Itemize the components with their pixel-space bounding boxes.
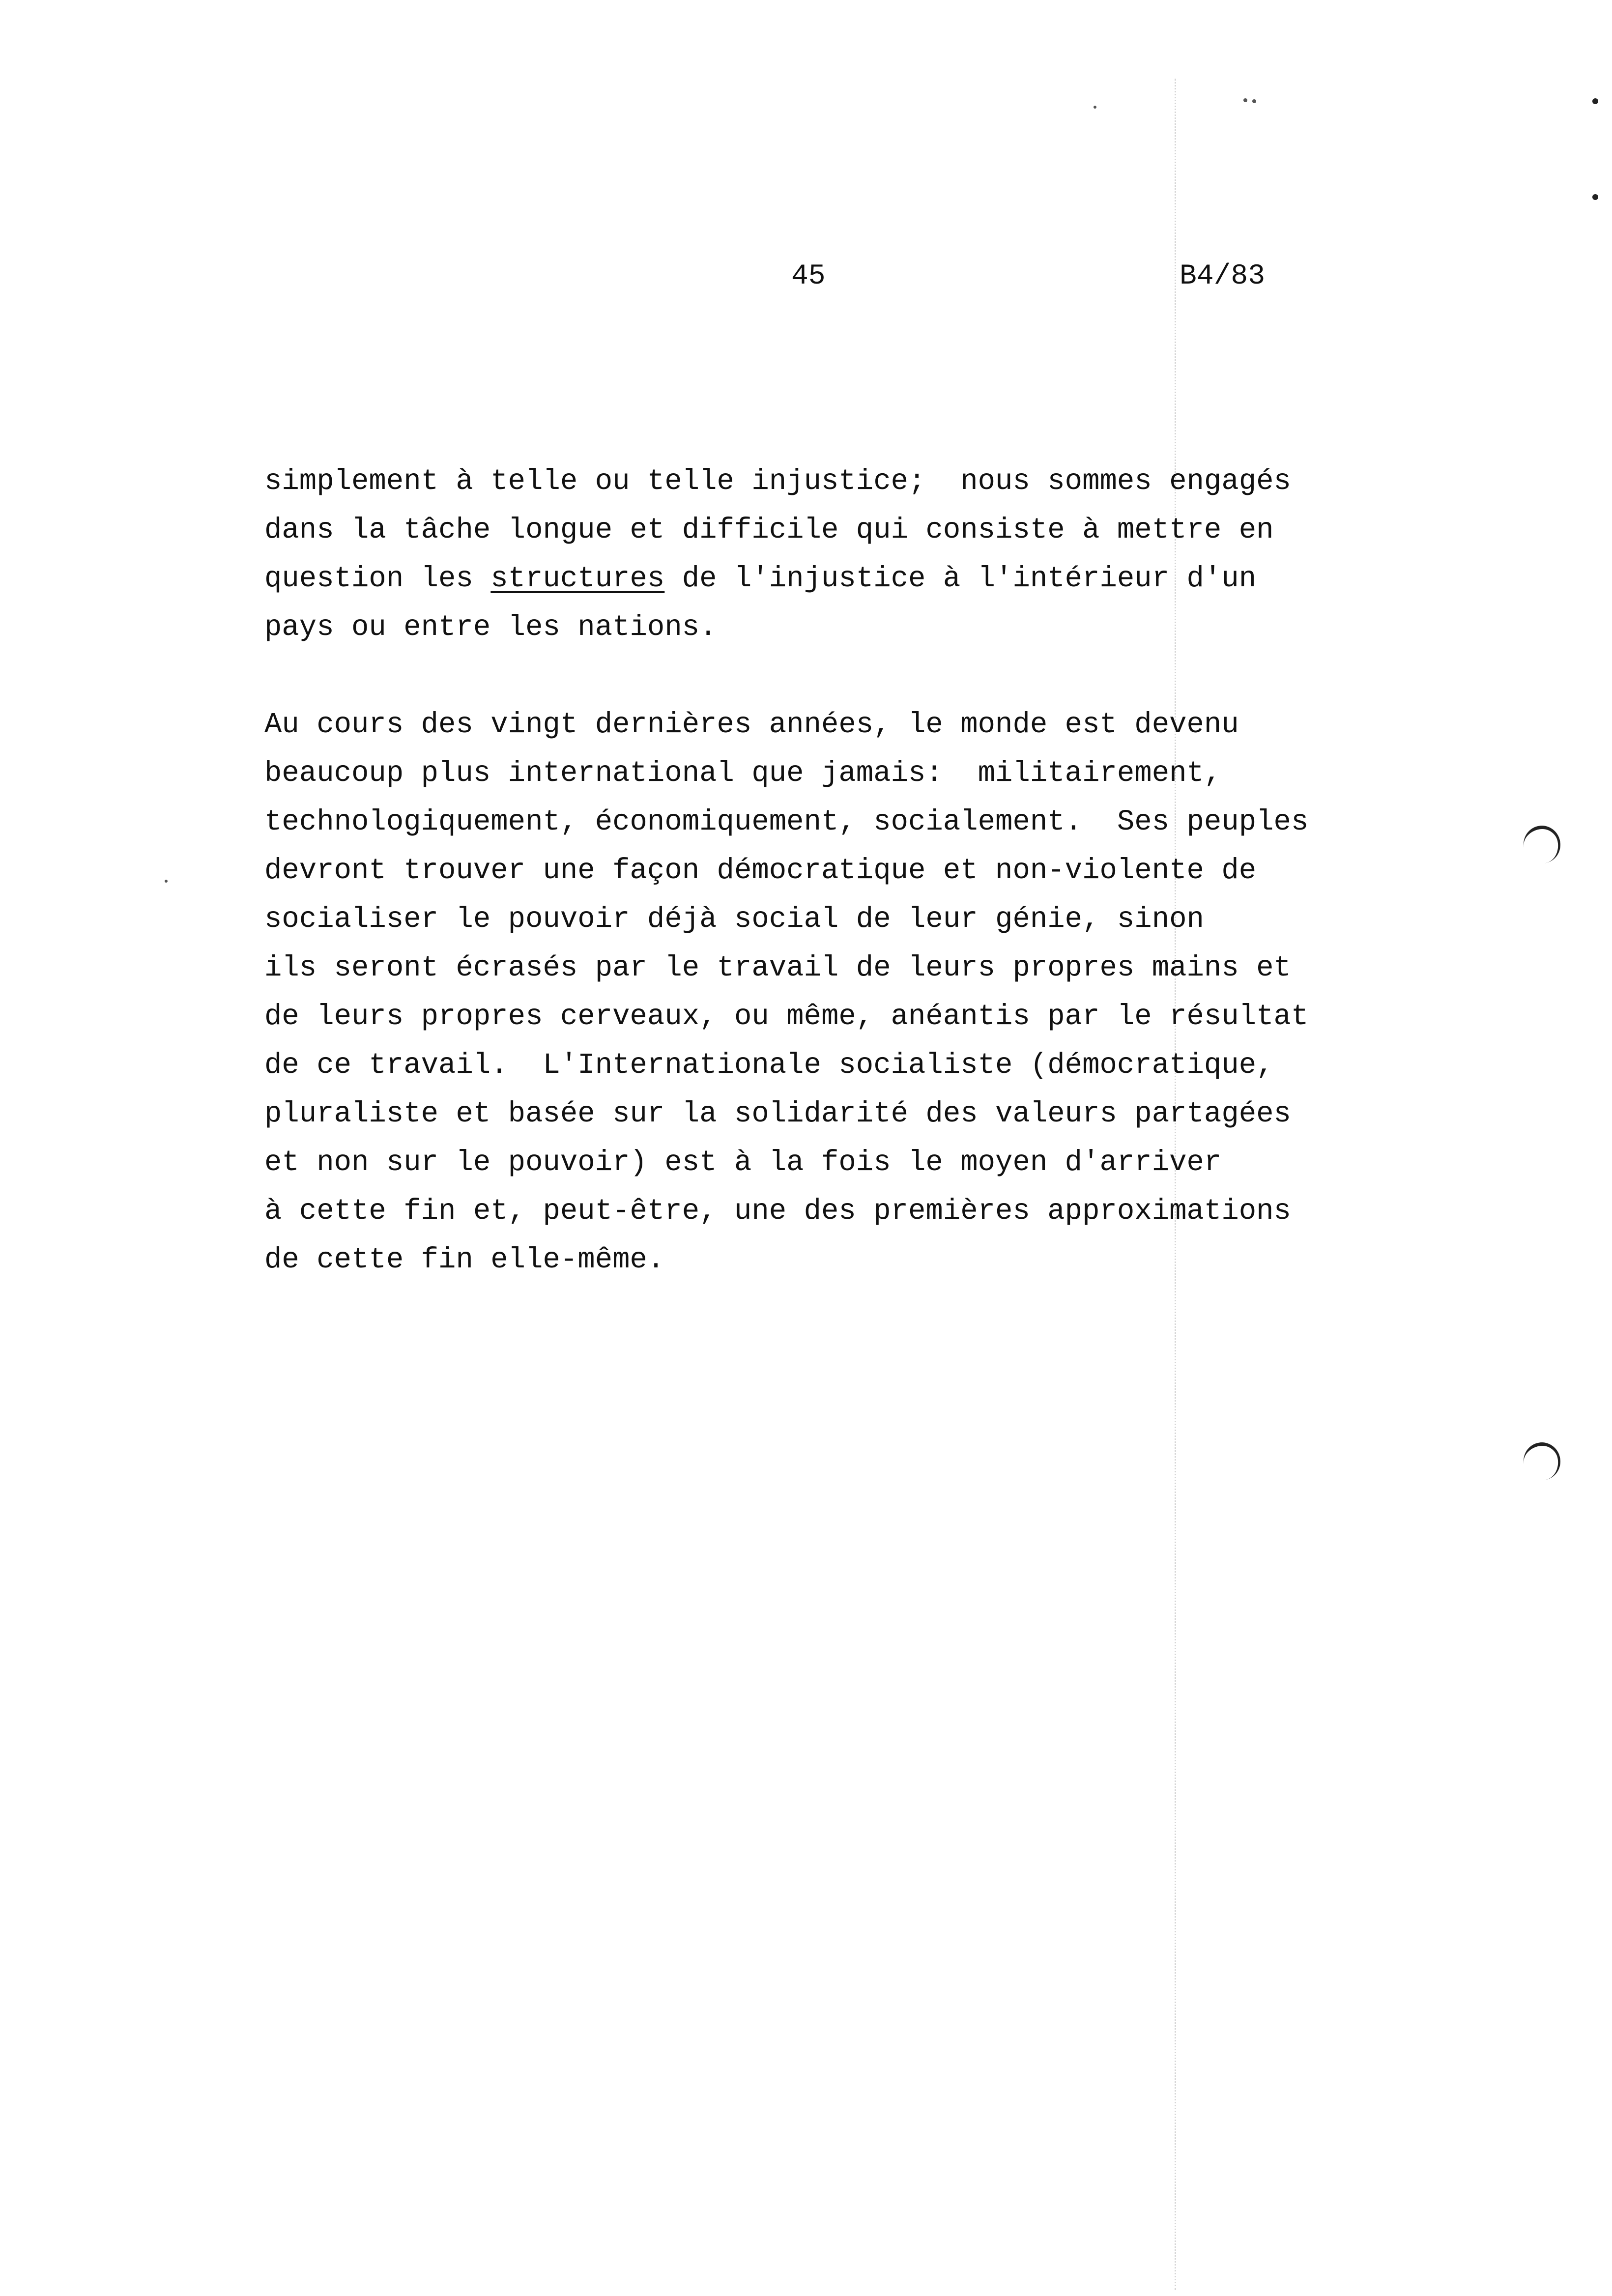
text-line: technologiquement, économiquement, socialement. Ses peuples [264,805,1309,838]
text-line: de ce travail. L'Internationale socialiste (démocratique, [264,1049,1274,1082]
paragraph-1 [264,457,1473,652]
text-line: de leurs propres cerveaux, ou même, anéantis par le résultat [264,1000,1309,1033]
text-line: Au cours des vingt dernières années, le monde est devenu [264,708,1239,741]
text-line: de cette fin elle-même. [264,1243,665,1276]
text-line: socialiser le pouvoir déjà social de leur génie, sinon [264,903,1204,936]
scan-speck [165,880,168,883]
document-reference: B4/83 [1180,260,1266,292]
binder-hole-mark-lower [1521,1439,1563,1483]
scan-speck [1592,98,1598,104]
page-header [0,260,1612,300]
text-line: pluraliste et basée sur la solidarité des valeurs partagées [264,1097,1291,1130]
scan-speck [1243,98,1247,102]
underlined-word: structures [490,562,665,595]
scan-speck [1252,99,1256,103]
binder-hole-mark-upper [1521,823,1563,866]
text-line [264,554,1473,603]
scan-speck [1094,106,1096,109]
text-line: ils seront écrasés par le travail de leurs propres mains et [264,951,1291,984]
page-number: 45 [791,260,826,292]
text-line: et non sur le pouvoir) est à la fois le moyen d'arriver [264,1146,1222,1179]
text-segment: de l'injustice à l'intérieur d'un [664,562,1257,595]
text-line: devront trouver une façon démocratique et non-violente de [264,854,1257,887]
text-line: dans la tâche longue et difficile qui consiste à mettre en [264,514,1274,546]
text-segment: question les [264,562,491,595]
body-text [264,457,1473,1333]
text-line: pays ou entre les nations. [264,611,717,644]
paragraph-2 [264,700,1473,1284]
text-line: beaucoup plus international que jamais: militairement, [264,757,1222,790]
scan-speck [1592,194,1598,200]
text-line: simplement à telle ou telle injustice; nous sommes engagés [264,465,1291,498]
text-line: à cette fin et, peut-être, une des premières approximations [264,1195,1291,1228]
